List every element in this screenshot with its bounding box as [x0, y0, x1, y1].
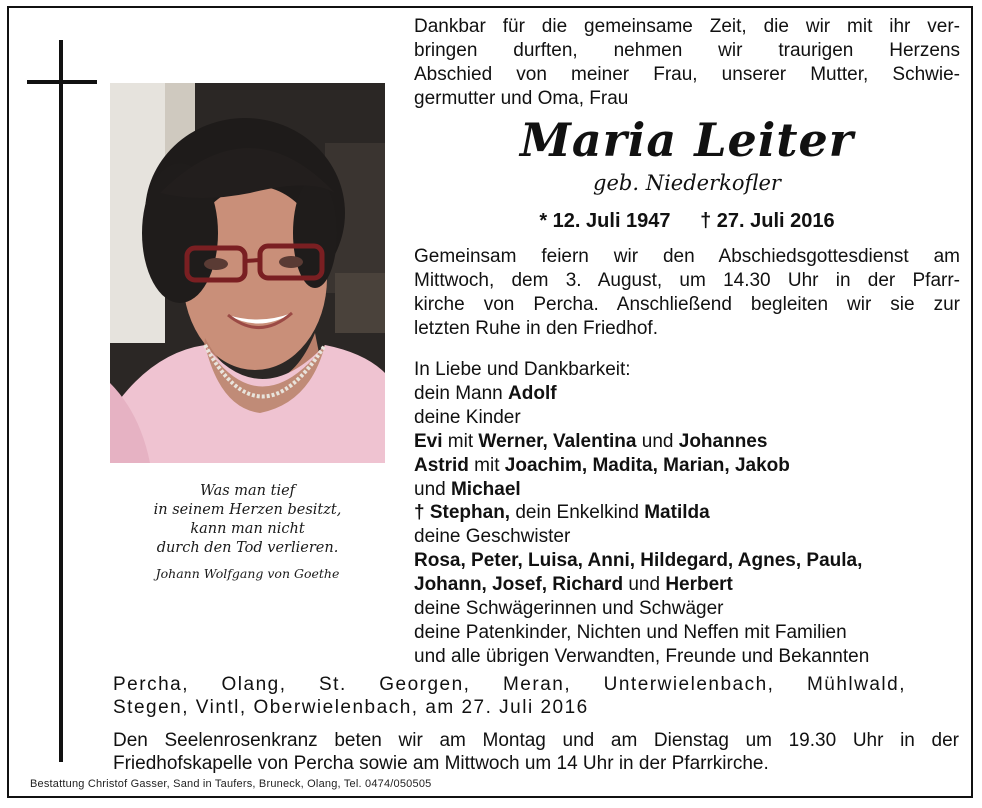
mourner-line [414, 454, 960, 478]
maiden-name: geb. Niederkofler [593, 171, 781, 195]
mourner-name: Johannes [678, 430, 768, 452]
mourner-name: Astrid [414, 454, 469, 476]
service-line: letzten Ruhe in den Friedhof. [414, 318, 658, 339]
quote-line: Was man tief [199, 483, 296, 499]
mourner-name: Werner, Valentina [478, 430, 637, 452]
relation-text: mit [442, 430, 479, 452]
deceased-name: Maria Leiter [519, 113, 855, 167]
intro-line: Abschied von meiner Frau, unserer Mutter, Schwie- [414, 64, 960, 85]
mourner-name: Matilda [644, 502, 710, 524]
places-and-date [113, 673, 906, 719]
mourner-name: Adolf [508, 382, 557, 404]
life-dates [414, 208, 960, 234]
places-line: Percha, Olang, St. Georgen, Meran, Unterwielenbach, Mühlwald, [113, 674, 906, 695]
quote-author: Johann Wolfgang von Goethe [155, 566, 340, 581]
mourner-line: deine Schwägerinnen und Schwäger [414, 598, 724, 620]
mourner-line [414, 430, 960, 454]
mourners-list [414, 358, 960, 669]
places-line: Stegen, Vintl, Oberwielenbach, am 27. Juli 2016 [113, 697, 589, 718]
portrait-photo [110, 83, 385, 463]
mourner-line [414, 573, 960, 597]
quote-line: durch den Tod verlieren. [156, 540, 339, 556]
mourner-name: † Stephan, [414, 502, 511, 524]
death-date: † 27. Juli 2016 [700, 210, 835, 232]
relation-text: und [623, 574, 666, 596]
mourner-line: deine Geschwister [414, 526, 571, 548]
mourner-name: Herbert [665, 574, 733, 596]
quote-line: kann man nicht [190, 521, 305, 537]
service-text [414, 245, 960, 341]
intro-text [414, 15, 960, 111]
relation-text: und [414, 478, 451, 500]
mourner-line: deine Patenkinder, Nichten und Neffen mit Familien [414, 621, 847, 643]
mourner-line [414, 478, 960, 502]
mourner-line: und alle übrigen Verwandten, Freunde und Bekannten [414, 645, 870, 667]
cross-vertical-bar [59, 40, 63, 762]
mourner-line: deine Kinder [414, 406, 521, 428]
mourner-name: Johann, Josef, Richard [414, 574, 624, 596]
service-line: kirche von Percha. Anschließend begleiten wir sie zur [414, 294, 960, 315]
mourner-name: Evi [414, 430, 443, 452]
funeral-home-footer: Bestattung Christof Gasser, Sand in Taufers, Bruneck, Olang, Tel. 0474/050505 [30, 778, 432, 790]
intro-line: Dankbar für die gemeinsame Zeit, die wir mit ihr ver- [414, 16, 960, 37]
relation-text: dein Mann [414, 382, 509, 404]
relation-text: dein Enkelkind [510, 502, 645, 524]
intro-line: bringen durften, nehmen wir traurigen Herzens [414, 40, 960, 61]
relation-text: mit [468, 454, 505, 476]
intro-line: germutter und Oma, Frau [414, 88, 629, 109]
rosary-line: Friedhofskapelle von Percha sowie am Mittwoch um 14 Uhr in der Pfarrkirche. [113, 753, 769, 774]
goethe-quote [110, 482, 385, 583]
service-line: Mittwoch, dem 3. August, um 14.30 Uhr in der Pfarr- [414, 270, 960, 291]
mourner-name: Michael [450, 478, 521, 500]
service-line: Gemeinsam feiern wir den Abschiedsgottesdienst am [414, 246, 960, 267]
mourners-heading: In Liebe und Dankbarkeit: [414, 359, 631, 380]
mourner-line [414, 382, 960, 406]
mourner-line: Rosa, Peter, Luisa, Anni, Hildegard, Agnes, Paula, [414, 550, 863, 572]
quote-line: in seinem Herzen besitzt, [153, 502, 342, 518]
mourner-line [414, 501, 960, 525]
cross-horizontal-bar [27, 80, 97, 84]
relation-text: und [636, 430, 679, 452]
birth-date: * 12. Juli 1947 [539, 210, 671, 232]
mourner-name: Joachim, Madita, Marian, Jakob [504, 454, 790, 476]
rosary-notice [113, 729, 959, 775]
rosary-line: Den Seelenrosenkranz beten wir am Montag und am Dienstag um 19.30 Uhr in der [113, 730, 959, 751]
